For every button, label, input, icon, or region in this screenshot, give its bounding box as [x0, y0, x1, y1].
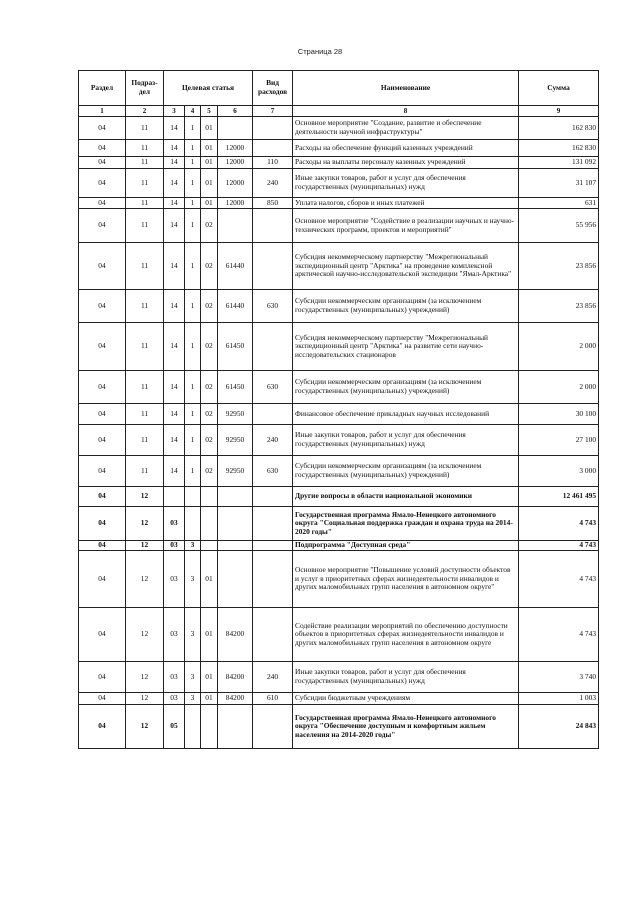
header-summa: Сумма	[519, 71, 599, 106]
event-cell	[201, 541, 218, 551]
table-row	[79, 157, 599, 169]
event-cell: 01	[201, 662, 218, 693]
header-row	[79, 71, 599, 106]
col-num: 2	[126, 106, 164, 117]
name-cell: Подпрограмма "Доступная среда"	[293, 541, 519, 551]
direction-cell: 61440	[218, 290, 253, 323]
subprogram-cell: 1	[185, 157, 201, 169]
razdel-cell: 04	[79, 507, 126, 541]
subprogram-cell: 3	[185, 608, 201, 662]
sum-cell: 2 000	[519, 323, 599, 371]
subprogram-cell	[185, 507, 201, 541]
event-cell	[201, 487, 218, 507]
name-cell: Содействие реализации мероприятий по обеспечению доступности объектов в приоритетных сферах жизнедеятельности инвалидов и других маломобильных групп населения в автономном округе	[293, 608, 519, 662]
program-cell: 14	[164, 140, 185, 157]
table-row	[79, 323, 599, 371]
sum-cell: 55 956	[519, 209, 599, 243]
razdel-cell: 04	[79, 157, 126, 169]
podrazdel-cell: 11	[126, 456, 164, 487]
sum-cell: 162 830	[519, 117, 599, 140]
direction-cell	[218, 541, 253, 551]
col-num: 8	[293, 106, 519, 117]
expense-type-cell: 630	[253, 371, 293, 404]
name-cell: Расходы на обеспечение функций казенных учреждений	[293, 140, 519, 157]
razdel-cell: 04	[79, 117, 126, 140]
event-cell: 01	[201, 608, 218, 662]
col-num: 3	[164, 106, 185, 117]
podrazdel-cell: 11	[126, 169, 164, 198]
event-cell: 01	[201, 198, 218, 209]
name-cell: Субсидии бюджетным учреждениям	[293, 693, 519, 705]
subprogram-cell: 1	[185, 169, 201, 198]
name-cell: Государственная программа Ямало-Ненецкого автономного округа "Обеспечение доступным и комфортным жильем населения на 2014-2020 годы"	[293, 705, 519, 749]
podrazdel-cell: 12	[126, 662, 164, 693]
subprogram-cell: 3	[185, 541, 201, 551]
subprogram-cell: 1	[185, 323, 201, 371]
table-row	[79, 705, 599, 749]
expense-type-cell	[253, 541, 293, 551]
event-cell: 01	[201, 157, 218, 169]
sum-cell: 162 830	[519, 140, 599, 157]
program-cell: 14	[164, 425, 185, 456]
table-row	[79, 507, 599, 541]
podrazdel-cell: 11	[126, 371, 164, 404]
subprogram-cell: 1	[185, 290, 201, 323]
event-cell: 01	[201, 117, 218, 140]
subprogram-cell	[185, 487, 201, 507]
expense-type-cell: 610	[253, 693, 293, 705]
name-cell: Субсидия некоммерческому партнерству "Межрегиональный экспедиционный центр "Арктика" на развитие сети научно-исследовательских стационаров	[293, 323, 519, 371]
header-celevaya: Целевая статья	[164, 71, 253, 106]
subprogram-cell: 3	[185, 662, 201, 693]
name-cell: Иные закупки товаров, работ и услуг для обеспечения государственных (муниципальных) нужд	[293, 662, 519, 693]
program-cell: 03	[164, 551, 185, 608]
program-cell: 14	[164, 198, 185, 209]
expense-type-cell	[253, 117, 293, 140]
sum-cell: 4 743	[519, 551, 599, 608]
direction-cell	[218, 117, 253, 140]
name-cell: Другие вопросы в области национальной экономики	[293, 487, 519, 507]
direction-cell: 92950	[218, 404, 253, 425]
subprogram-cell: 1	[185, 243, 201, 290]
razdel-cell: 04	[79, 243, 126, 290]
event-cell: 02	[201, 323, 218, 371]
table-row	[79, 117, 599, 140]
podrazdel-cell: 11	[126, 425, 164, 456]
subprogram-cell: 1	[185, 425, 201, 456]
name-cell: Основное мероприятие "Повышение условий доступности объектов и услуг в приоритетных сферах жизнедеятельности инвалидов и других маломобильных групп населения в автономном округе"	[293, 551, 519, 608]
expense-type-cell: 630	[253, 290, 293, 323]
direction-cell: 61450	[218, 371, 253, 404]
program-cell: 03	[164, 541, 185, 551]
subprogram-cell: 3	[185, 693, 201, 705]
expense-type-cell: 850	[253, 198, 293, 209]
sum-cell: 2 000	[519, 371, 599, 404]
sum-cell: 24 843	[519, 705, 599, 749]
table-row	[79, 243, 599, 290]
name-cell: Государственная программа Ямало-Ненецкого автономного округа "Социальная поддержка граждан и охрана труда на 2014-2020 годы"	[293, 507, 519, 541]
name-cell: Иные закупки товаров, работ и услуг для обеспечения государственных (муниципальных) нужд	[293, 169, 519, 198]
header-podrazdel: Подраз-дел	[126, 71, 164, 106]
table-row	[79, 371, 599, 404]
expense-type-cell	[253, 140, 293, 157]
razdel-cell: 04	[79, 541, 126, 551]
podrazdel-cell: 12	[126, 693, 164, 705]
razdel-cell: 04	[79, 487, 126, 507]
sum-cell: 1 003	[519, 693, 599, 705]
razdel-cell: 04	[79, 693, 126, 705]
program-cell: 14	[164, 456, 185, 487]
name-cell: Субсидии некоммерческим организациям (за исключением государственных (муниципальных) учреждений)	[293, 456, 519, 487]
podrazdel-cell: 12	[126, 541, 164, 551]
direction-cell: 12000	[218, 169, 253, 198]
subprogram-cell: 3	[185, 551, 201, 608]
sum-cell: 4 743	[519, 608, 599, 662]
col-num: 1	[79, 106, 126, 117]
name-cell: Основное мероприятие "Содействие в реализации научных и научно-технических программ, проектов и мероприятий"	[293, 209, 519, 243]
expense-type-cell	[253, 323, 293, 371]
podrazdel-cell: 12	[126, 608, 164, 662]
name-cell: Основное мероприятие "Создание, развитие и обеспечение деятельности научной инфраструктуры"	[293, 117, 519, 140]
expense-type-cell	[253, 487, 293, 507]
table-row	[79, 551, 599, 608]
direction-cell: 92950	[218, 456, 253, 487]
subprogram-cell: 1	[185, 140, 201, 157]
program-cell: 14	[164, 323, 185, 371]
razdel-cell: 04	[79, 290, 126, 323]
subprogram-cell: 1	[185, 456, 201, 487]
sum-cell: 27 100	[519, 425, 599, 456]
table-row	[79, 662, 599, 693]
col-num: 4	[185, 106, 201, 117]
program-cell: 14	[164, 117, 185, 140]
name-cell: Иные закупки товаров, работ и услуг для обеспечения государственных (муниципальных) нужд	[293, 425, 519, 456]
sum-cell: 30 100	[519, 404, 599, 425]
direction-cell: 12000	[218, 198, 253, 209]
event-cell: 02	[201, 425, 218, 456]
expense-type-cell	[253, 507, 293, 541]
subprogram-cell: 1	[185, 117, 201, 140]
podrazdel-cell: 11	[126, 323, 164, 371]
program-cell: 14	[164, 157, 185, 169]
subprogram-cell: 1	[185, 198, 201, 209]
expense-type-cell	[253, 551, 293, 608]
event-cell: 01	[201, 693, 218, 705]
direction-cell: 84200	[218, 608, 253, 662]
program-cell: 05	[164, 705, 185, 749]
direction-cell	[218, 209, 253, 243]
expense-type-cell: 240	[253, 662, 293, 693]
sum-cell: 12 461 495	[519, 487, 599, 507]
expense-type-cell	[253, 608, 293, 662]
podrazdel-cell: 11	[126, 243, 164, 290]
sum-cell: 23 856	[519, 290, 599, 323]
subprogram-cell: 1	[185, 404, 201, 425]
expense-type-cell	[253, 705, 293, 749]
event-cell: 01	[201, 551, 218, 608]
razdel-cell: 04	[79, 705, 126, 749]
column-number-row	[79, 106, 599, 117]
page-label: Страница 28	[297, 47, 343, 56]
table-row	[79, 290, 599, 323]
col-num: 6	[218, 106, 253, 117]
razdel-cell: 04	[79, 404, 126, 425]
program-cell: 03	[164, 693, 185, 705]
program-cell: 14	[164, 169, 185, 198]
razdel-cell: 04	[79, 425, 126, 456]
event-cell: 02	[201, 371, 218, 404]
podrazdel-cell: 11	[126, 404, 164, 425]
header-razdel: Раздел	[79, 71, 126, 106]
name-cell: Субсидии некоммерческим организациям (за исключением государственных (муниципальных) учреждений)	[293, 371, 519, 404]
name-cell: Уплата налогов, сборов и иных платежей	[293, 198, 519, 209]
expense-type-cell: 240	[253, 169, 293, 198]
razdel-cell: 04	[79, 198, 126, 209]
table-row	[79, 209, 599, 243]
program-cell: 14	[164, 209, 185, 243]
razdel-cell: 04	[79, 551, 126, 608]
podrazdel-cell: 11	[126, 117, 164, 140]
sum-cell: 631	[519, 198, 599, 209]
razdel-cell: 04	[79, 140, 126, 157]
table-row	[79, 693, 599, 705]
col-num: 9	[519, 106, 599, 117]
event-cell: 02	[201, 209, 218, 243]
subprogram-cell: 1	[185, 209, 201, 243]
expense-type-cell: 240	[253, 425, 293, 456]
sum-cell: 23 856	[519, 243, 599, 290]
expense-type-cell: 630	[253, 456, 293, 487]
expense-type-cell	[253, 209, 293, 243]
event-cell: 01	[201, 140, 218, 157]
col-num: 7	[253, 106, 293, 117]
program-cell: 14	[164, 243, 185, 290]
table-row	[79, 404, 599, 425]
program-cell: 03	[164, 507, 185, 541]
razdel-cell: 04	[79, 456, 126, 487]
expense-type-cell: 110	[253, 157, 293, 169]
podrazdel-cell: 11	[126, 140, 164, 157]
table-row	[79, 608, 599, 662]
direction-cell: 84200	[218, 693, 253, 705]
event-cell: 01	[201, 169, 218, 198]
event-cell: 02	[201, 456, 218, 487]
direction-cell: 92950	[218, 425, 253, 456]
podrazdel-cell: 11	[126, 209, 164, 243]
event-cell: 02	[201, 243, 218, 290]
direction-cell: 12000	[218, 140, 253, 157]
subprogram-cell: 1	[185, 371, 201, 404]
name-cell: Расходы на выплаты персоналу казенных учреждений	[293, 157, 519, 169]
event-cell	[201, 507, 218, 541]
sum-cell: 3 000	[519, 456, 599, 487]
podrazdel-cell: 11	[126, 198, 164, 209]
razdel-cell: 04	[79, 169, 126, 198]
event-cell	[201, 705, 218, 749]
event-cell: 02	[201, 404, 218, 425]
table-row	[79, 198, 599, 209]
program-cell	[164, 487, 185, 507]
razdel-cell: 04	[79, 662, 126, 693]
direction-cell: 61440	[218, 243, 253, 290]
subprogram-cell	[185, 705, 201, 749]
direction-cell	[218, 705, 253, 749]
podrazdel-cell: 12	[126, 551, 164, 608]
razdel-cell: 04	[79, 608, 126, 662]
razdel-cell: 04	[79, 371, 126, 404]
direction-cell: 84200	[218, 662, 253, 693]
table-row	[79, 169, 599, 198]
direction-cell: 12000	[218, 157, 253, 169]
sum-cell: 131 092	[519, 157, 599, 169]
name-cell: Финансовое обеспечение прикладных научных исследований	[293, 404, 519, 425]
event-cell: 02	[201, 290, 218, 323]
podrazdel-cell: 12	[126, 705, 164, 749]
podrazdel-cell: 11	[126, 290, 164, 323]
razdel-cell: 04	[79, 323, 126, 371]
table-row	[79, 487, 599, 507]
podrazdel-cell: 12	[126, 507, 164, 541]
expense-type-cell	[253, 243, 293, 290]
program-cell: 03	[164, 608, 185, 662]
podrazdel-cell: 12	[126, 487, 164, 507]
header-vid: Вид расходов	[253, 71, 293, 106]
program-cell: 14	[164, 404, 185, 425]
podrazdel-cell: 11	[126, 157, 164, 169]
name-cell: Субсидия некоммерческому партнерству "Межрегиональный экспедиционный центр "Арктика" на проведение комплексной арктической научно-исследовательской экспедиции "Ямал-Арктика"	[293, 243, 519, 290]
direction-cell: 61450	[218, 323, 253, 371]
sum-cell: 31 107	[519, 169, 599, 198]
header-naim: Наименование	[293, 71, 519, 106]
table-row	[79, 456, 599, 487]
table-row	[79, 140, 599, 157]
direction-cell	[218, 551, 253, 608]
program-cell: 14	[164, 371, 185, 404]
program-cell: 03	[164, 662, 185, 693]
razdel-cell: 04	[79, 209, 126, 243]
col-num: 5	[201, 106, 218, 117]
budget-table	[78, 70, 599, 749]
name-cell: Субсидии некоммерческим организациям (за исключением государственных (муниципальных) учреждений)	[293, 290, 519, 323]
direction-cell	[218, 487, 253, 507]
table-body	[79, 117, 599, 749]
program-cell: 14	[164, 290, 185, 323]
sum-cell: 4 743	[519, 507, 599, 541]
table-row	[79, 425, 599, 456]
direction-cell	[218, 507, 253, 541]
sum-cell: 4 743	[519, 541, 599, 551]
expense-type-cell	[253, 404, 293, 425]
sum-cell: 3 740	[519, 662, 599, 693]
table-row	[79, 541, 599, 551]
